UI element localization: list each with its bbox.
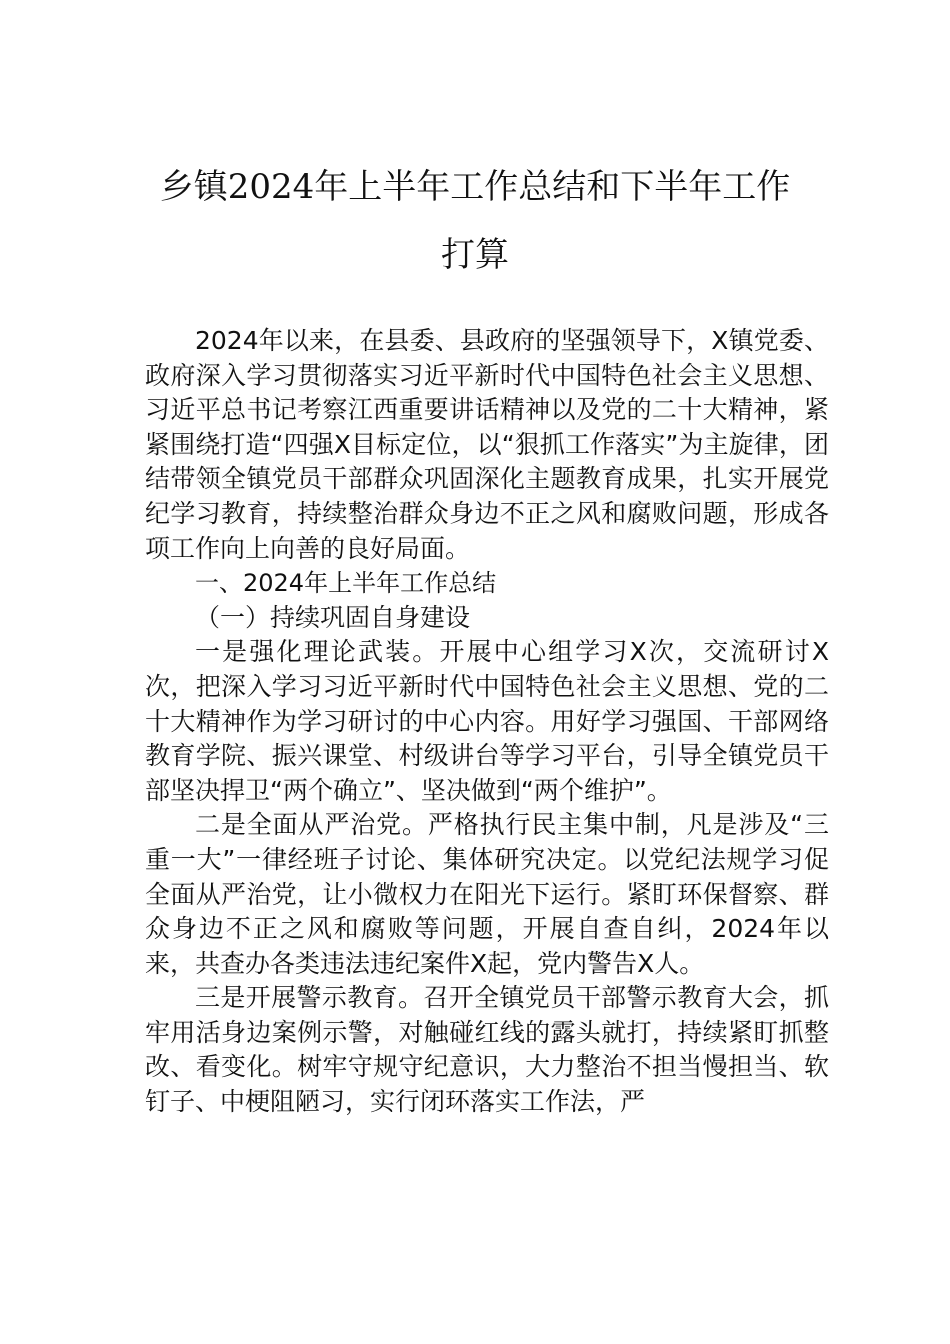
section-heading: 一、2024年上半年工作总结 [195,569,497,598]
document-body [145,324,829,1120]
paragraph-party-discipline: 二是全面从严治党。严格执行民主集中制，凡是涉及“三重一大”一律经班子讨论、集体研究决定。以党纪法规学习促全面从严治党，让小微权力在阳光下运行。紧盯环保督察、群众身边不正之风和腐败等问题，开展自查自纠，2024年以来，共查办各类违法违纪案件X起，党内警告X人。 [145,810,829,978]
document-title-line-1: 乡镇2024年上半年工作总结和下半年工作 [159,167,791,207]
document-title-line-2: 打算 [441,235,509,275]
paragraph-theory: 一是强化理论武装。开展中心组学习X次，交流研讨X次，把深入学习习近平新时代中国特色社会主义思想、党的二十大精神作为学习研讨的中心内容。用好学习强国、干部网络教育学院、振兴课堂、村级讲台等学习平台，引导全镇党员干部坚决捍卫“两个确立”、坚决做到“两个维护”。 [145,637,829,805]
paragraph-warning-education: 三是开展警示教育。召开全镇党员干部警示教育大会，抓牢用活身边案例示警，对触碰红线的露头就打，持续紧盯抓整改、看变化。树牢守规守纪意识，大力整治不担当慢担当、软钉子、中梗阻陋习，实行闭环落实工作法，严 [145,983,829,1117]
subsection-heading: （一）持续巩固自身建设 [195,602,471,632]
intro-paragraph: 2024年以来，在县委、县政府的坚强领导下，X镇党委、政府深入学习贯彻落实习近平新时代中国特色社会主义思想、习近平总书记考察江西重要讲话精神以及党的二十大精神，紧紧围绕打造“四强X目标定位，以“狠抓工作落实”为主旋律，团结带领全镇党员干部群众巩固深化主题教育成果，扎实开展党纪学习教育，持续整治群众身边不正之风和腐败问题，形成各项工作向上向善的良好局面。 [145,326,829,563]
